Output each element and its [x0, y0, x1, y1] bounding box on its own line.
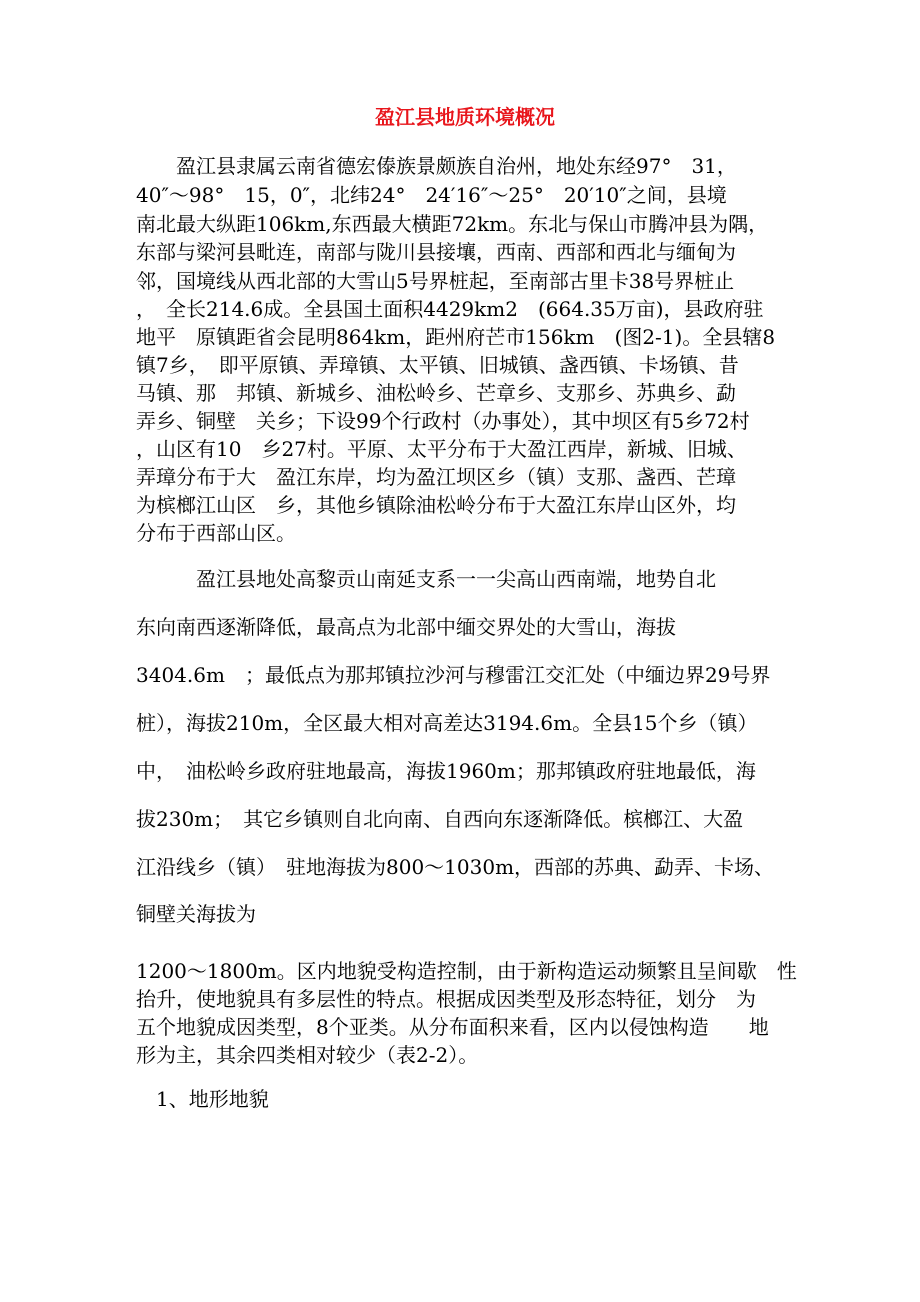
paragraph-1-line: ， 全长214.6成。全县国土面积4429km2 (664.35万亩)，县政府驻 [136, 297, 764, 321]
paragraph-1-line: 邻，国境线从西北部的大雪山5号界桩起，至南部古里卡38号界桩止 [136, 269, 735, 293]
paragraph-1-line: 盈江县隶属云南省德宏傣族景颇族自治州，地处东经97° 31， [136, 154, 737, 178]
document-title: 盈江县地质环境概况 [375, 105, 555, 129]
paragraph-1-line: 弄乡、铜壁 关乡；下设99个行政村（办事处），其中坝区有5乡72村 [136, 409, 750, 433]
paragraph-3-line: 1200～1800m。区内地貌受构造控制，由于新构造运动频繁且呈间歇 性 [136, 959, 797, 983]
paragraph-1-line: 弄璋分布于大 盈江东岸，均为盈江坝区乡（镇）支那、盏西、芒璋 [136, 465, 736, 489]
paragraph-3-line: 形为主，其余四类相对较少（表2-2）。 [136, 1043, 479, 1067]
paragraph-2-line: 3404.6m ；最低点为那邦镇拉沙河与穆雷江交汇处（中缅边界29号界 [136, 663, 771, 687]
paragraph-1-line: ，山区有10 乡27村。平原、太平分布于大盈江西岸，新城、旧城、 [136, 437, 747, 461]
paragraph-1-line: 镇7乡， 即平原镇、弄璋镇、太平镇、旧城镇、盏西镇、卡场镇、昔 [136, 353, 739, 377]
paragraph-3-line: 抬升，使地貌具有多层性的特点。根据成因类型及形态特征，划分 为 [136, 987, 756, 1011]
paragraph-1-line: 南北最大纵距106km,东西最大横距72km。东北与保山市腾冲县为隅， [136, 212, 769, 236]
paragraph-2-line: 江沿线乡（镇） 驻地海拔为800～1030m，西部的苏典、勐弄、卡场、 [136, 855, 775, 879]
paragraph-2-line: 中， 油松岭乡政府驻地最高，海拔1960m；那邦镇政府驻地最低，海 [136, 759, 756, 783]
paragraph-1-line: 40″～98° 15，0″，北纬24° 24′16″～25° 20′10″之间，县境 [136, 183, 727, 207]
paragraph-1-line: 分布于西部山区。 [136, 521, 296, 545]
paragraph-3-line: 五个地貌成因类型，8个亚类。从分布面积来看，区内以侵蚀构造 地 [136, 1015, 769, 1039]
paragraph-2-line: 拔230m； 其它乡镇则自北向南、自西向东逐渐降低。槟榔江、大盈 [136, 807, 744, 831]
paragraph-1-line: 东部与梁河县毗连，南部与陇川县接壤，西南、西部和西北与缅甸为 [136, 240, 736, 264]
paragraph-1-line: 为槟榔江山区 乡，其他乡镇除油松岭分布于大盈江东岸山区外，均 [136, 493, 736, 517]
section-heading: 1、地形地貌 [136, 1087, 269, 1111]
paragraph-2-line: 东向南西逐渐降低，最高点为北部中缅交界处的大雪山，海拔 [136, 615, 676, 639]
paragraph-1-line: 地平 原镇距省会昆明864km，距州府芒市156km (图2-1)。全县辖8 [136, 325, 776, 349]
paragraph-1-line: 马镇、那 邦镇、新城乡、油松岭乡、芒章乡、支那乡、苏典乡、勐 [136, 381, 736, 405]
paragraph-2-line: 盈江县地处高黎贡山南延支系一一尖高山西南端，地势自北 [136, 567, 716, 591]
paragraph-2-line: 桩），海拔210m，全区最大相对高差达3194.6m。全县15个乡（镇） [136, 711, 758, 735]
paragraph-2-line: 铜壁关海拔为 [136, 902, 256, 926]
